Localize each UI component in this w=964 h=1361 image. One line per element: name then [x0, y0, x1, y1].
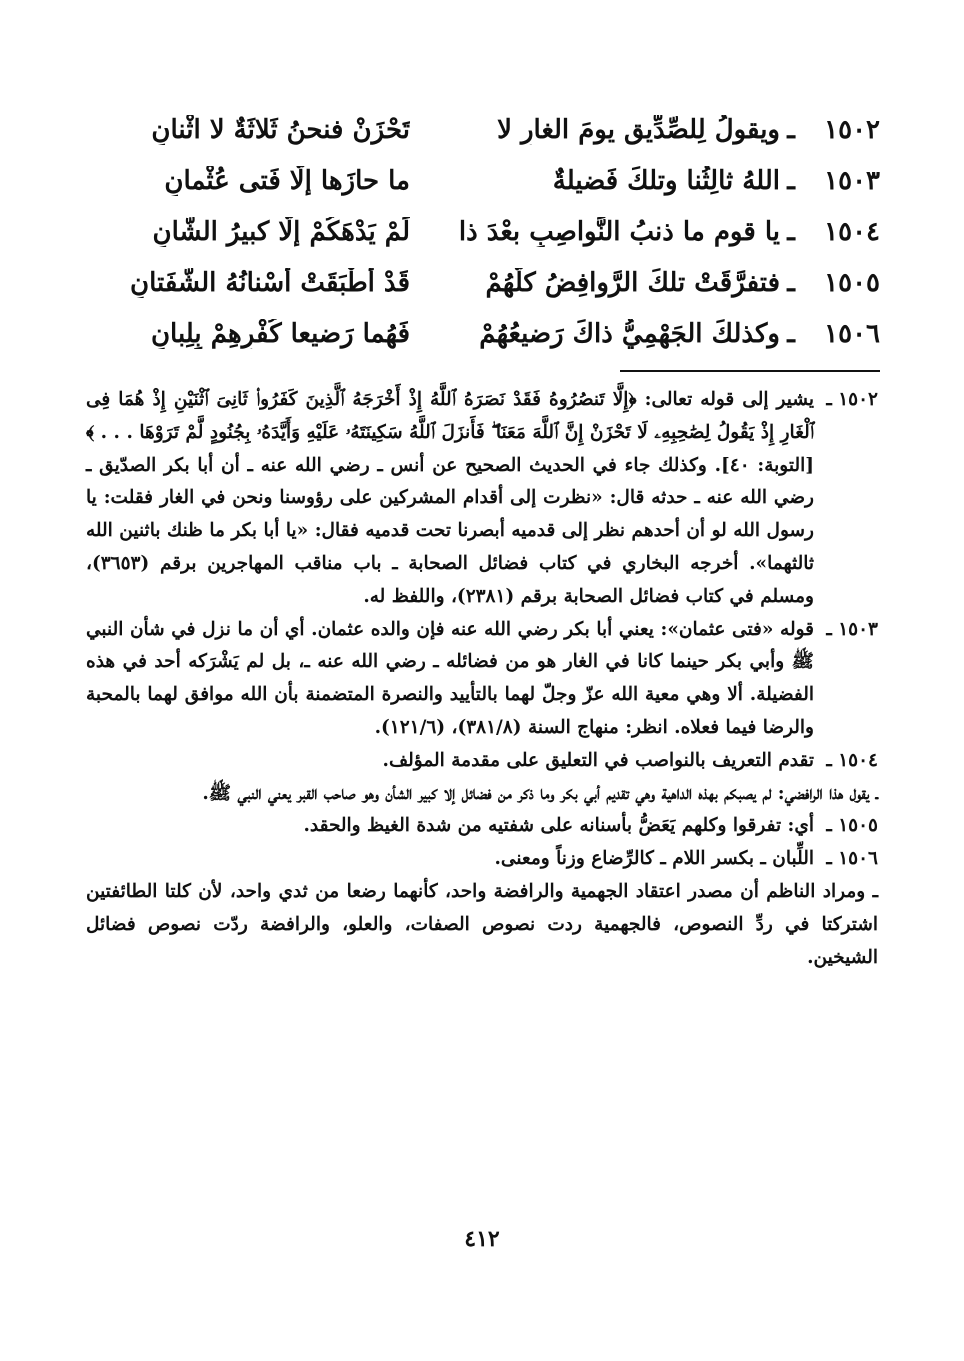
verse-second-hemistich: قَدْ أطْبَقَتْ أسْنانُهُ الشَّفَتانِ — [130, 267, 410, 298]
verse-1506 — [80, 308, 880, 359]
footnote-separator — [620, 370, 880, 372]
footnote-text: تقدم التعريف بالنواصب في التعليق على مقدمة المؤلف. — [382, 749, 814, 771]
verse-1502 — [80, 104, 880, 155]
footnote-number: ١٥٠٢ ـ — [826, 389, 878, 410]
verse-number: ١٥٠٦ — [824, 318, 880, 349]
footnote-number: ١٥٠٣ ـ — [826, 618, 878, 640]
quran-quote: ﴿إِلَّا تَنصُرُوهُ فَقَدْ نَصَرَهُ ٱللَّهُ إِذْ أَخْرَجَهُ ٱلَّذِينَ كَفَرُوا۟ ثَانِىَ ٱثْنَيْنِ إِذْ هُمَا فِى ٱلْغَارِ إِذْ يَقُولُ لِصَٰحِبِهِۦ لَا تَحْزَنْ إِنَّ ٱللَّهَ مَعَنَا ۖ فَأَنزَلَ ٱللَّهُ سَكِينَتَهُۥ عَلَيْهِ وَأَيَّدَهُۥ بِجُنُودٍ لَّمْ تَرَوْهَا . . . ﴾ — [86, 389, 814, 443]
verse-dash: ـ — [787, 165, 795, 196]
verse-1503 — [80, 155, 880, 206]
footnote-intro: يشير إلى قوله تعالى: — [636, 389, 814, 410]
verse-1504 — [80, 206, 880, 257]
verse-number: ١٥٠٣ — [824, 165, 880, 196]
footnote-1505 — [86, 810, 878, 843]
footnote-1506 — [86, 843, 878, 876]
verse-1505 — [80, 257, 880, 308]
verse-first-hemistich: فتفرَّقَتْ تلكَ الرَّوافِضُ كلُّهُمْ — [485, 267, 780, 298]
verse-second-hemistich: فَهُما رَضيعا كُفْرِهِمْ بِلِبانِ — [150, 318, 410, 349]
footnote-continuation: ـ ومراد الناظم أن مصدر اعتقاد الجهمية والرافضة واحد، كأنهما رضعا من ثدي واحد، لأن كلتا الطائفتين اشتركتا في ردِّ النصوص، فالجهمية ردت نصوص الصفات، والعلو، والرافضة ردّت نصوص فضائل الشيخين. — [86, 880, 878, 968]
footnote-number: ١٥٠٥ ـ — [826, 815, 878, 837]
footnote-number: ١٥٠٦ ـ — [826, 848, 878, 870]
footnote-1503 — [86, 614, 878, 745]
footnote-text: أي: تفرقوا وكلهم يَعَضُّ بأسنانه على شفتيه من شدة الغيظ والحقد. — [303, 815, 814, 837]
verse-second-hemistich: لَمْ يَدْهَكُمْ إلَّا كبيرُ الشَّانِ — [152, 216, 410, 247]
footnote-body: [التوبة: ٤٠]. وكذلك جاء في الحديث الصحيح عن أنس ـ رضي الله عنه ـ أن أبا بكر الصدّيق ـ رضي الله عنه ـ حدثه قال: «نظرت إلى أقدام المشركين على رؤوسنا ونحن في الغار فقلت: يا رسول الله لو أن أحدهم نظر إلى قدميه أبصرنا تحت قدميه فقال: «يا أبا بكر ما ظنك باثنين الله ثالثهما». أخرجه البخاري في كتاب فضائل الصحابة ـ باب مناقب المهاجرين برقم (٣٦٥٣)، ومسلم في كتاب فضائل الصحابة برقم (٢٣٨١)، واللفظ له. — [86, 454, 814, 607]
verse-number: ١٥٠٤ — [824, 216, 880, 247]
verse-dash: ـ — [787, 267, 795, 298]
verse-first-hemistich: وكذلكَ الجَهْمِيُّ ذاكَ رَضيعُهُمْ — [479, 318, 780, 349]
footnote-1504 — [86, 745, 878, 778]
verse-number: ١٥٠٢ — [824, 114, 880, 145]
footnote-1502 — [86, 384, 878, 614]
verse-second-hemistich: تَحْزَنْ فنحنُ ثَلاثَةٌ لا اثْنانِ — [151, 114, 410, 145]
verse-first-hemistich: يا قومِ ما ذنبُ النَّواصِبِ بعْدَ ذا — [458, 216, 780, 247]
verse-dash: ـ — [787, 318, 795, 349]
footnote-number: ١٥٠٤ ـ — [826, 749, 878, 771]
verse-second-hemistich: ما حازَها إلَّا فَتى عُثْمانِ — [164, 165, 410, 196]
verse-number: ١٥٠٥ — [824, 267, 880, 298]
verse-first-hemistich: ويقولُ لِلصِّدِّيقِ يومَ الغارِ لا — [497, 114, 780, 145]
footnotes — [86, 384, 878, 974]
verse-first-hemistich: اللهُ ثالِثُنا وتلكَ فَضيلةٌ — [552, 165, 780, 196]
footnote-text: اللِّبان ـ بكسر اللام ـ كالرِّضاع وزناً ومعنى. — [494, 848, 814, 870]
poem-verses — [80, 104, 880, 359]
footnote-text — [86, 384, 814, 614]
verse-dash: ـ — [787, 114, 795, 145]
footnote-continuation: ـ يقول هذا الرافضي: لم يصبكم بهذه الداهية وهي تقديم أبي بكر وما ذكر من فضائل إلا كبير الشأن وهو صاحب القبر يعني النبي ﷺ. — [202, 782, 878, 804]
verse-dash: ـ — [787, 216, 795, 247]
footnote-text: قوله «فتى عثمان»: يعني أبا بكر رضي الله عنه فإن والده عثمان. أي أن ما نزل في شأن النبي ﷺ وأبي بكر حينما كانا في الغار هو من فضائله ـ رضي الله عنه ـ، بل لم يَشْرَكه أحد في هذه الفضيلة. ألا وهي معية الله عزّ وجلّ لهما بالتأييد والنصرة المتضمنة بأن الله موافق لهما بالمحبة والرضا فيما فعلاه. انظر: منهاج السنة (٣٨١/٨)، (١٢١/٦). — [86, 618, 814, 738]
page-number: ٤١٢ — [464, 1226, 500, 1252]
